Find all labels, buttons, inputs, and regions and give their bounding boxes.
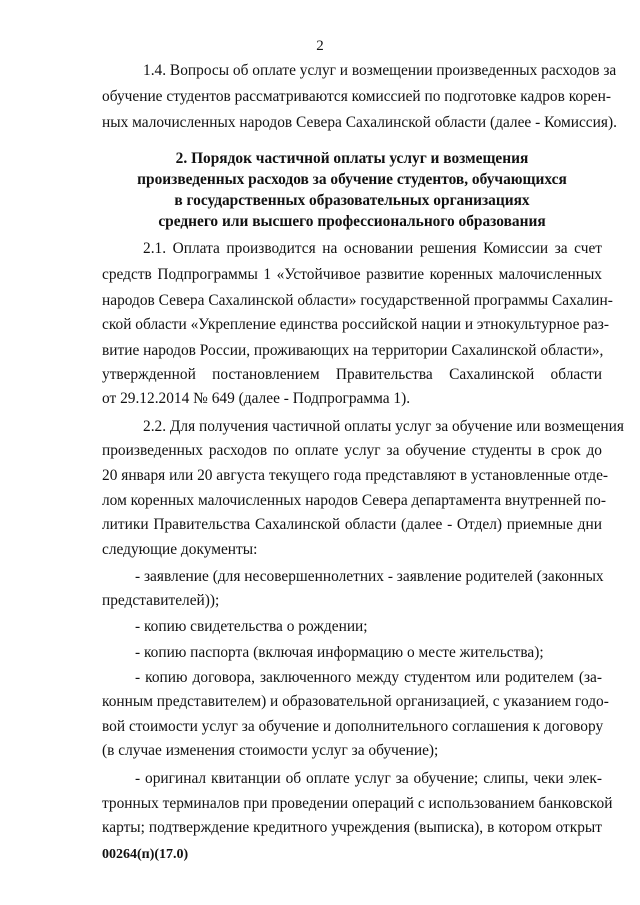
- list-item-line: представителей));: [102, 592, 220, 609]
- list-item-line: вой стоимости услуг за обучение и дополнительного соглашения к договору: [102, 718, 604, 735]
- list-item-line: - копию свидетельства о рождении;: [135, 618, 368, 635]
- list-item-line: конным представителем) и образовательной организацией, с указанием годо-: [102, 693, 609, 710]
- paragraph-2-1-line: народов Севера Сахалинской области» государственной программы Сахалин-: [102, 292, 613, 309]
- section-heading-line: произведенных расходов за обучение студентов, обучающихся: [137, 171, 567, 188]
- paragraph-1-4-line: 1.4. Вопросы об оплате услуг и возмещении произведенных расходов за: [143, 62, 617, 79]
- section-heading-line: 2. Порядок частичной оплаты услуг и возмещения: [175, 150, 529, 167]
- list-item-line: тронных терминалов при проведении операций с использованием банковской: [102, 795, 613, 812]
- section-heading-line: среднего или высшего профессионального образования: [158, 213, 546, 230]
- paragraph-2-1-line: от 29.12.2014 № 649 (далее - Подпрограмма 1).: [102, 390, 411, 407]
- list-item-line: - оригинал квитанции об оплате услуг за обучение; слипы, чеки элек-: [135, 770, 602, 787]
- list-item-line: - копию договора, заключенного между студентом или родителем (за-: [135, 669, 602, 686]
- list-item-line: (в случае изменения стоимости услуг за обучение);: [102, 742, 439, 759]
- list-item-line: - заявление (для несовершеннолетних - заявление родителей (законных: [135, 568, 604, 585]
- paragraph-2-1-line: витие народов России, проживающих на территории Сахалинской области»,: [102, 342, 604, 359]
- paragraph-2-2-line: следующие документы:: [102, 541, 258, 558]
- paragraph-2-1-line: ской области «Укрепление единства российской нации и этнокультурное раз-: [102, 316, 609, 333]
- section-heading-line: в государственных образовательных организациях: [174, 192, 530, 209]
- list-item-line: - копию паспорта (включая информацию о месте жительства);: [135, 644, 544, 661]
- paragraph-2-1-line: 2.1. Оплата производится на основании решения Комиссии за счет: [143, 240, 602, 257]
- paragraph-2-2-line: произведенных расходов по оплате услуг за обучение студенты в срок до: [102, 442, 602, 459]
- list-item-line: карты; подтверждение кредитного учреждения (выписка), в котором открыт: [102, 819, 602, 836]
- paragraph-1-4-line: ных малочисленных народов Севера Сахалинской области (далее - Комиссия).: [102, 114, 617, 131]
- paragraph-2-2-line: 2.2. Для получения частичной оплаты услуг за обучение или возмещения: [143, 418, 624, 435]
- paragraph-2-2-line: литики Правительства Сахалинской области (далее - Отдел) приемные дни: [102, 516, 602, 533]
- page-number: 2: [316, 38, 324, 54]
- paragraph-2-2-line: лом коренных малочисленных народов Севера департамента внутренней по-: [102, 492, 606, 509]
- paragraph-2-1-line: утвержденной постановлением Правительства Сахалинской области: [102, 366, 602, 383]
- paragraph-1-4-line: обучение студентов рассматриваются комиссией по подготовке кадров корен-: [102, 88, 611, 105]
- paragraph-2-2-line: 20 января или 20 августа текущего года представляют в установленные отде-: [102, 467, 609, 484]
- paragraph-2-1-line: средств Подпрограммы 1 «Устойчивое развитие коренных малочисленных: [102, 266, 602, 283]
- footer-document-code: 00264(п)(17.0): [102, 847, 189, 862]
